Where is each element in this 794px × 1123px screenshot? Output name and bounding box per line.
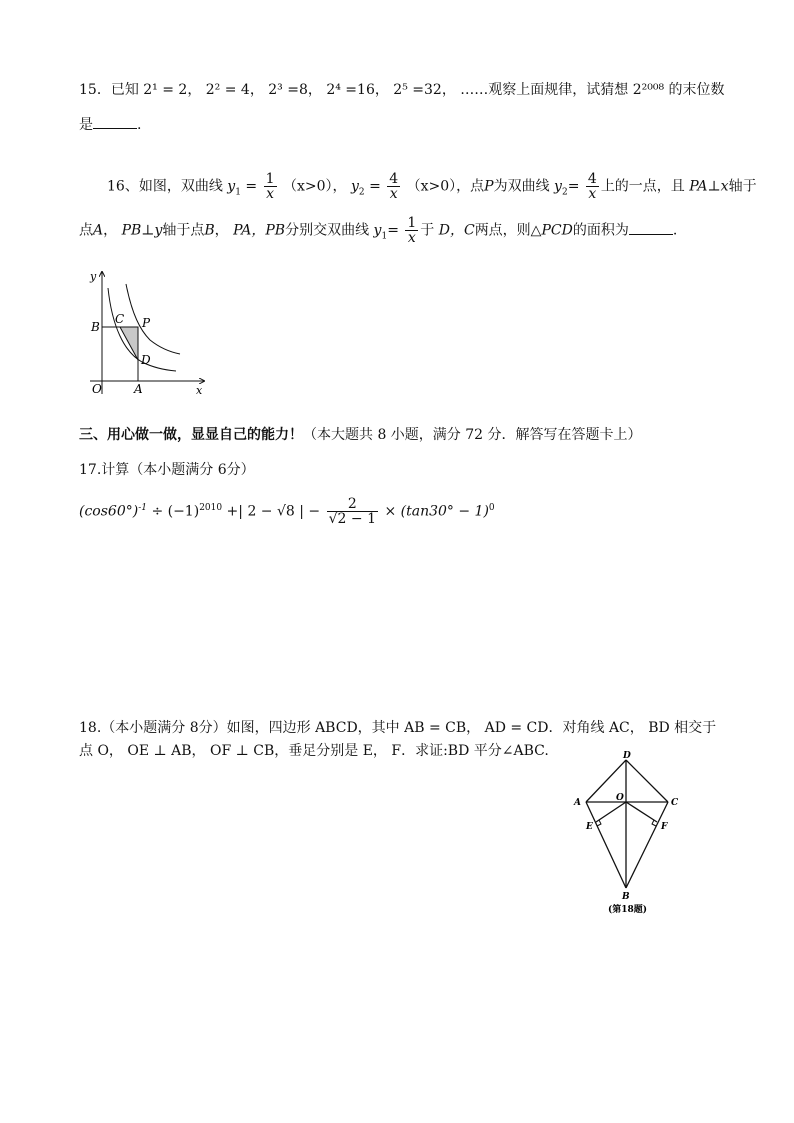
q15-answer-blank xyxy=(93,114,137,129)
q17-fraction: $\frac{2}{√2 - 1}$ xyxy=(328,496,376,527)
label-c: C xyxy=(115,312,125,326)
q18-line2: 点 O， OE ⊥ AB， OF ⊥ CB，垂足分别是 E， F．求证:BD 平分∠ABC. xyxy=(79,743,549,759)
label-y: y xyxy=(90,270,97,283)
q16-line1: 16、如图，双曲线 $y_1$ = $\frac{1}{x}$ （x>0）， $y_2$ = $\frac{4}{x}$ （x>0），点P为双曲线 $y_2=$ $\frac{4}{x}$ 上的一点，且 PA⊥x轴于 xyxy=(107,171,757,202)
segment-oe xyxy=(596,802,626,822)
label-c: C xyxy=(671,798,679,808)
q15-line2: 是 . xyxy=(79,114,141,134)
q16-answer-blank xyxy=(629,220,673,235)
section-3-note: （本大题共 8 小题，满分 72 分．解答写在答题卡上） xyxy=(303,427,642,443)
q17-expression: $(\cos 60^\circ)^{-1} \div (-1)^{2010}$ +| 2 − √8 | − $\frac{2}{√2 - 1}$ × $(\tan 30^\circ - 1)^0$ xyxy=(79,496,495,527)
q16-frac-1: $\frac{1}{x}$ xyxy=(265,171,275,202)
label-p: P xyxy=(142,316,151,330)
label-e: E xyxy=(586,822,593,832)
section-3-title: 三、用心做一做，显显自己的能力！ xyxy=(79,427,303,443)
q17-title: 17.计算（本小题满分 6分） xyxy=(79,462,255,478)
side-dc xyxy=(626,760,668,802)
figure-18-kite xyxy=(570,748,690,918)
label-b: B xyxy=(622,892,630,902)
label-f: F xyxy=(661,822,668,832)
figure-16-hyperbola xyxy=(84,266,214,398)
triangle-pcd xyxy=(120,327,138,360)
label-o: O xyxy=(92,382,102,396)
q15-line1: 15．已知 2¹ = 2， 2² = 4， 2³ =8， 2⁴ =16， 2⁵ =32， ……观察上面规律，试猜想 2²⁰⁰⁸ 的末位数 xyxy=(79,82,725,98)
label-a: A xyxy=(134,382,143,396)
q15-line2-text: 是 xyxy=(79,117,93,133)
label-d: D xyxy=(623,751,631,761)
segment-of xyxy=(626,802,657,822)
label-a: A xyxy=(574,798,581,808)
q18-line1: 18.（本小题满分 8分）如图，四边形 ABCD，其中 AB = CB， AD = CD．对角线 AC， BD 相交于 xyxy=(79,720,717,736)
label-d: D xyxy=(141,353,151,367)
q16-frac-2: $\frac{4}{x}$ xyxy=(389,171,399,202)
label-b: B xyxy=(91,320,100,334)
figure-18-caption: (第18题) xyxy=(608,905,648,915)
label-o: O xyxy=(616,793,624,803)
q16-line2: 点A， PB⊥y轴于点B， PA，PB分别交双曲线 $y_1=$ $\frac{1}{x}$ 于 D，C两点，则△PCD的面积为 . xyxy=(79,215,678,246)
label-x: x xyxy=(196,384,203,397)
section-3-header xyxy=(79,424,642,444)
